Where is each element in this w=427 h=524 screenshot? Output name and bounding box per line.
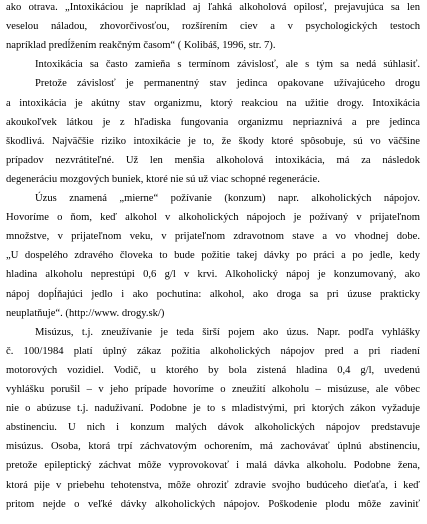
text-line: neuplatňuje“. (http://www. drogy.sk/) — [6, 307, 165, 319]
text-line: ako otrava. „Intoxikáciou je napríklad aj ľahká alkoholová opilosť, prejavujúca sa len — [6, 2, 420, 13]
text-line: degeneráciu mozgových buniek, ktoré nie sú už viac schopné regenerácie. — [6, 173, 320, 185]
paragraph-first-line: Úzus znamená „mierne“ požívanie (konzum) napr. alkoholických nápojov. — [35, 193, 420, 204]
text-line: a intoxikácia je akútny stav organizmu, ktorý reakciou na užitie drogy. Intoxikácia — [6, 97, 420, 109]
text-line: pritom nejde o veľké dávky alkoholických nápojov. Poškodenie plodu môže zaviniť — [6, 498, 420, 510]
text-line: akoukoľvek látkou je z hľadiska fungovania organizmu nepriaznivá a pre jedinca — [6, 116, 420, 128]
paragraph-first-line: Misúzus, t.j. zneužívanie je teda širší pojem ako úzus. Napr. podľa vyhlášky — [35, 326, 420, 338]
text-line: nie o abúzuse t.j. naduživaní. Podobne je to s mladistvými, pri ktorých zákon vyžaduje — [6, 403, 420, 415]
text-line: misúzus. Osoba, ktorá trpí záchvatovým ochorením, má zachovávať úplnú abstinenciu, — [6, 441, 420, 453]
text-line: č. 100/1984 platí úplný zákaz požitia alkoholických nápojov pred a pri riadení — [6, 345, 420, 357]
text-line: škodlivá. Najväčšie riziko intoxikácie je to, že škody ktoré spôsobuje, sú vo väčšine — [6, 135, 420, 147]
text-line: prípadov nezvrátiteľné. Už len menšia alkoholová intoxikácia, má za následok — [6, 154, 420, 166]
text-line: množstve, v prijateľnom veku, v prijateľnom zdravotnom stave a vo vhodnej dobe. — [6, 231, 420, 243]
paragraph-first-line: Intoxikácia sa často zamieňa s termínom závislosť, ale s tým sa nedá súhlasiť. — [35, 59, 420, 71]
text-line: veselou náladou, zhovorčivosťou, rozšírením ciev a v psychologických testoch — [6, 21, 420, 33]
text-line: napríklad predĺžením reakčným časom“ ( Kolibáš, 1996, str. 7). — [6, 40, 276, 52]
text-line: abstinenciu. U nich i konzum malých dávok alkoholických nápojov predstavuje — [6, 422, 420, 434]
text-line: „U dospelého zdravého človeka to bude požitie takej dávky po práci a po jedle, kedy — [6, 250, 420, 262]
text-line: hladina alkoholu neprestúpi 0,6 g/l v krvi. Alkoholický nápoj je konzumovaný, ako — [6, 269, 420, 281]
text-line: motorových vozidiel. Vodič, u ktorého by bola zistená hladina 0,4 g/l, uvedenú — [6, 364, 420, 376]
text-line: pretože epileptický záchvat môže vyprovokovať i malá dávka alkoholu. Podobne žena, — [6, 460, 420, 472]
paragraph-first-line: Pretože závislosť je permanentný stav jedinca opakovane užívajúceho drogu — [35, 78, 420, 90]
text-line: vyhlášku porušil – v jeho prípade hovoríme o zneužití alkoholu – misúzuse, ale vôbec — [6, 384, 420, 395]
text-line: ktorá pije v priebehu tehotenstva, môže ohroziť zdravie svojho budúceho dieťaťa, i keď — [6, 479, 420, 491]
text-line: nápoj dopĺňajúci jedlo i ako pochutina: alkohol, ako droga sa pri úzuse prakticky — [6, 288, 420, 300]
text-line: Hovoríme o ňom, keď alkohol v alkoholických nápojoch je požívaný v prijateľnom — [6, 212, 420, 224]
